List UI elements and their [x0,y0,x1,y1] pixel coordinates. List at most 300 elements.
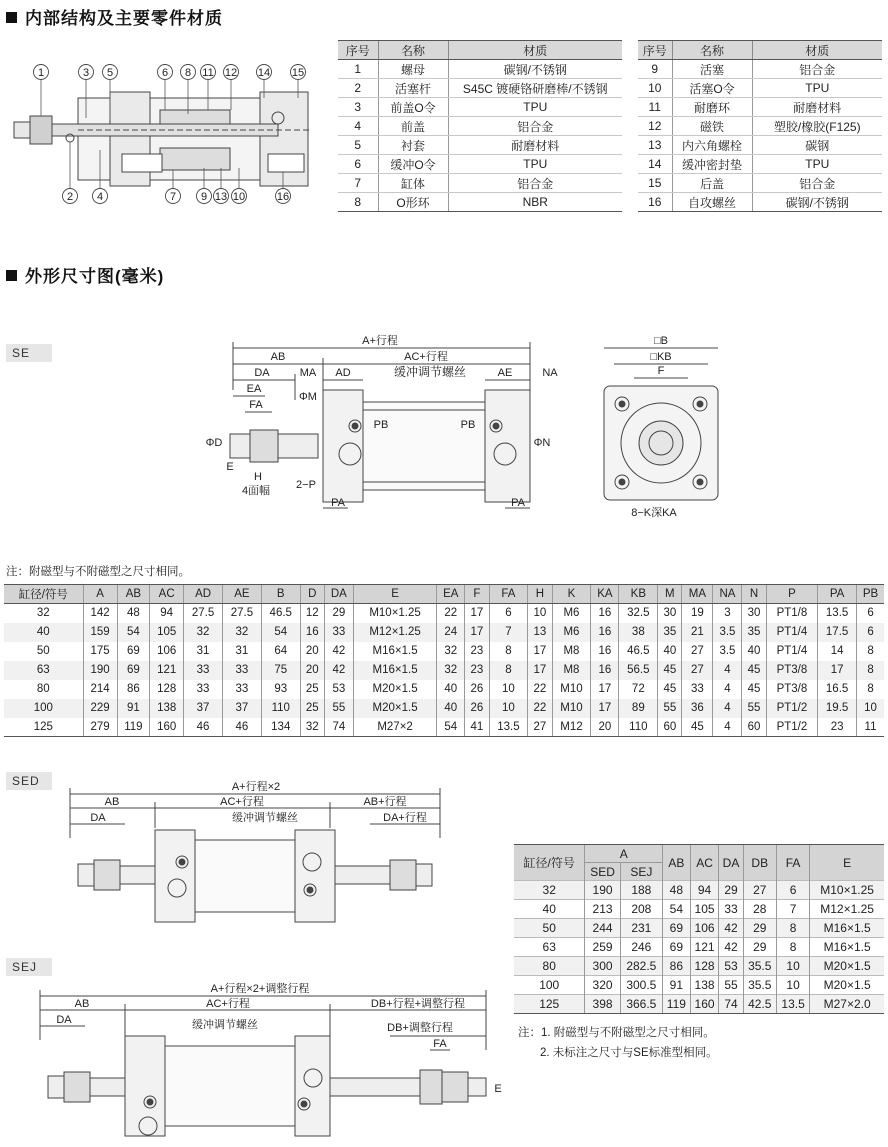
table-cell: 16 [638,193,672,212]
table-cell: 40 [437,680,465,699]
sej-dim-ab: AB [74,998,90,1010]
table-cell: M6 [552,623,591,642]
table-row [338,155,622,174]
table-cell: 33 [184,680,223,699]
table-cell: 46 [184,718,223,737]
column-header: N [742,585,766,604]
table-cell: 37 [222,699,261,718]
table-cell: 17 [465,623,489,642]
table-cell: 121 [690,938,719,957]
table-cell: 106 [690,919,719,938]
table-cell: 10 [489,699,528,718]
sed-cushion-label: 缓冲调节螺丝 [232,812,298,824]
table-cell: 32 [222,623,261,642]
table-cell: 26 [465,680,489,699]
table-cell: 缓冲O令 [378,155,448,174]
table-cell: 17.5 [818,623,857,642]
table-cell: TPU [448,98,622,117]
table-cell: M20×1.5 [810,976,884,995]
table-cell: 8 [857,661,884,680]
table-cell: 38 [619,623,658,642]
header-sej: SEJ [620,863,662,881]
table-cell: 48 [663,881,691,900]
table-cell: 21 [682,623,713,642]
table-cell: 前盖O令 [378,98,448,117]
column-header: M [658,585,682,604]
table-cell: PT3/8 [766,661,818,680]
se-side-view-drawing [200,330,570,520]
table-cell: 8 [857,680,884,699]
table-cell: M20×1.5 [810,957,884,976]
table-cell: 6 [338,155,378,174]
table-cell: 55 [742,699,766,718]
table-cell: 1 [338,60,378,79]
table-cell: 29 [743,938,776,957]
table-cell: M12×1.25 [353,623,436,642]
table-cell: M8 [552,661,591,680]
table-cell: 27 [682,661,713,680]
table-cell: 110 [261,699,300,718]
table-cell: 16 [591,642,619,661]
table-cell: 119 [663,995,691,1014]
table-row [4,680,884,699]
dim-pa-left: PA [331,497,345,509]
table-cell: 229 [83,699,117,718]
table-cell: 自攻螺丝 [672,193,752,212]
table-cell: 11 [638,98,672,117]
table-cell: 后盖 [672,174,752,193]
table-cell: 27.5 [184,604,223,623]
sej-dim-db-adj: DB+调整行程 [387,1022,453,1034]
table-cell: 29 [743,919,776,938]
dim-fa: FA [249,399,263,411]
table-row [4,718,884,737]
table-cell: 279 [83,718,117,737]
table-cell: 塑胶/橡胶(F125) [752,117,882,136]
note-magnet-same: 注：附磁型与不附磁型之尺寸相同。 [6,566,190,578]
table-row [338,98,622,117]
table-cell: 6 [857,604,884,623]
column-header: B [261,585,300,604]
table-cell: 磁铁 [672,117,752,136]
section-bullet [6,270,17,281]
table-row [4,699,884,718]
table-cell: 27.5 [222,604,261,623]
table-cell: 30 [658,604,682,623]
table-cell: 55 [658,699,682,718]
table-cell: 10 [528,604,552,623]
table-cell: 29 [719,881,743,900]
dim-pb-right: PB [460,419,476,431]
table-cell: 缸体 [378,174,448,193]
table-cell: 69 [663,938,691,957]
sed-dim-a: A+行程×2 [231,781,281,793]
table-cell: 64 [261,642,300,661]
table-cell: M20×1.5 [353,699,436,718]
column-header: EA [437,585,465,604]
sej-dim-da: DA [56,1014,72,1026]
callout-2: 2 [66,191,74,203]
table-cell: 69 [117,642,150,661]
table-cell: 40 [4,623,83,642]
callout-10: 10 [232,191,246,203]
header-no: 序号 [338,41,378,60]
table-cell: 8 [489,661,528,680]
header-a: A [585,845,663,863]
table-cell: 13.5 [818,604,857,623]
table-cell: 前盖 [378,117,448,136]
table-cell: 188 [620,881,662,900]
table-cell: S45C 镀硬铬研磨棒/不锈钢 [448,79,622,98]
table-cell: 398 [585,995,620,1014]
table-cell: 4 [713,680,742,699]
table-cell: 69 [117,661,150,680]
section-bullet [6,12,17,23]
table-cell: 27 [528,718,552,737]
table-cell: 31 [184,642,223,661]
sed-dim-da: DA [90,812,106,824]
table-cell: 4 [713,661,742,680]
sej-tag: SEJ [6,958,52,976]
table-cell: 54 [437,718,465,737]
table-cell: 铝合金 [752,174,882,193]
table-cell: 86 [117,680,150,699]
table-cell: 2 [338,79,378,98]
table-cell: 8 [776,938,809,957]
table-cell: 35.5 [743,976,776,995]
table-cell: 30 [742,604,766,623]
table-cell: 22 [528,699,552,718]
table-cell: 69 [663,919,691,938]
table-cell: 28 [743,900,776,919]
table-cell: 8 [489,642,528,661]
column-header: E [353,585,436,604]
table-cell: 10 [776,957,809,976]
table-cell: 23 [465,642,489,661]
table-cell: M10×1.25 [810,881,884,900]
table-cell: 33 [719,900,743,919]
table-cell: 50 [36,645,50,657]
table-cell: 7 [776,900,809,919]
table-cell: 螺母 [378,60,448,79]
table-cell: O形环 [378,193,448,212]
table-cell: 20 [300,661,324,680]
dim-ea: EA [246,383,262,395]
table-cell: 128 [690,957,719,976]
section-title-internal: 内部结构及主要零件材质 [6,4,223,29]
table-cell: TPU [752,79,882,98]
table-cell: 17 [465,604,489,623]
table-cell: 40 [658,642,682,661]
table-cell: 213 [585,900,620,919]
column-header: P [766,585,818,604]
dim-ac-stroke: AC+行程 [404,351,448,363]
table-cell: 8 [857,642,884,661]
dim-phi-d: ΦD [205,437,223,449]
column-header: A [83,585,117,604]
table-row [514,957,884,976]
table-cell: 91 [117,699,150,718]
table-row [638,155,882,174]
sed-dim-da-stroke: DA+行程 [383,812,427,824]
column-header: NA [713,585,742,604]
table-cell: M16×1.5 [353,642,436,661]
table-row [338,60,622,79]
table-cell: M10×1.25 [353,604,436,623]
table-cell: 86 [663,957,691,976]
table-cell: 94 [690,881,719,900]
table-cell: 17 [528,661,552,680]
table-cell: 29 [324,604,353,623]
table-cell: PT1/4 [766,642,818,661]
table-cell: 63 [514,938,585,957]
table-row [638,136,882,155]
table-cell: 300.5 [620,976,662,995]
column-header: H [528,585,552,604]
header-da: DA [719,845,743,881]
dim-phi-n: ΦN [533,437,551,449]
header-material: 材质 [448,41,622,60]
table-cell: 89 [619,699,658,718]
table-cell: 366.5 [620,995,662,1014]
table-cell: 128 [150,680,184,699]
table-cell: 42 [324,661,353,680]
table-cell: 14 [818,642,857,661]
dim-a-stroke: A+行程 [362,335,398,347]
dim-h: H [254,471,262,483]
table-cell: 25 [300,699,324,718]
table-cell: 40 [514,900,585,919]
table-cell: 31 [222,642,261,661]
table-cell: M8 [552,642,591,661]
callout-8: 8 [184,67,192,79]
table-cell: M12×1.25 [810,900,884,919]
table-cell: 33 [324,623,353,642]
table-cell: 125 [4,718,83,737]
header-e: E [810,845,884,881]
table-cell: 231 [620,919,662,938]
table-cell: 14 [638,155,672,174]
table-cell: 138 [150,699,184,718]
se-end-view-drawing [590,330,740,520]
callout-12: 12 [224,67,238,79]
table-cell: 19.5 [818,699,857,718]
table-cell: 33 [222,680,261,699]
table-row [514,900,884,919]
table-cell: 105 [690,900,719,919]
note-1: 注：1. 附磁型与不附磁型之尺寸相同。 [518,1027,715,1039]
table-cell: 23 [818,718,857,737]
sej-dim-db-total: DB+行程+调整行程 [370,998,466,1010]
table-cell: 6 [776,881,809,900]
table-cell: 碳钢/不锈钢 [448,60,622,79]
header-no: 序号 [638,41,672,60]
table-cell: 7 [338,174,378,193]
table-cell: 56.5 [619,661,658,680]
table-cell: 190 [585,881,620,900]
table-cell: 74 [324,718,353,737]
table-cell: 6 [489,604,528,623]
table-cell: 45 [682,718,713,737]
table-cell: 16 [591,623,619,642]
table-cell: 36 [682,699,713,718]
sej-dim-ac: AC+行程 [206,998,250,1010]
table-cell: 3 [338,98,378,117]
table-cell: 246 [620,938,662,957]
table-cell: 10 [776,976,809,995]
table-row [338,193,622,212]
callout-11: 11 [202,67,214,79]
table-cell: 74 [719,995,743,1014]
dim-sq-kb: □KB [650,351,672,363]
column-header: PB [857,585,884,604]
table-cell: 45 [742,661,766,680]
table-cell: 32 [300,718,324,737]
table-cell: 20 [591,718,619,737]
table-cell: 320 [585,976,620,995]
table-cell: 27 [743,881,776,900]
sed-dim-ab: AB [104,796,120,808]
column-header: K [552,585,591,604]
table-cell: 32 [514,881,585,900]
table-cell: 13.5 [489,718,528,737]
sej-cushion-label: 缓冲调节螺丝 [192,1019,258,1031]
dimension-table-sed-sej [514,844,884,1014]
table-cell: 22 [437,604,465,623]
table-row [514,919,884,938]
table-cell: 91 [663,976,691,995]
table-cell: 缓冲密封垫 [672,155,752,174]
column-header: KB [619,585,658,604]
table-cell: 32 [437,661,465,680]
table-cell: 142 [83,604,117,623]
callout-15: 15 [291,67,305,79]
table-cell: 10 [857,699,884,718]
table-cell: 45 [742,680,766,699]
header-fa: FA [776,845,809,881]
table-cell: 50 [514,919,585,938]
table-cell: 耐磨材料 [448,136,622,155]
table-row [514,976,884,995]
width-across-flats: 4面幅 [241,485,271,497]
table-cell: PT1/2 [766,718,818,737]
table-cell: TPU [752,155,882,174]
table-cell: M10 [552,680,591,699]
column-header: D [300,585,324,604]
table-cell: M27×2.0 [810,995,884,1014]
table-cell: 4 [713,718,742,737]
table-cell: 7 [489,623,528,642]
sed-dim-ac: AC+行程 [220,796,264,808]
table-row [338,174,622,193]
table-cell: 10 [638,79,672,98]
table-cell: 碳钢 [752,136,882,155]
table-row [4,604,884,623]
table-cell: 33 [222,661,261,680]
table-cell: 4 [713,699,742,718]
column-header: AE [222,585,261,604]
table-cell: PT1/4 [766,623,818,642]
table-cell: 17 [818,661,857,680]
table-cell: 54 [117,623,150,642]
table-cell: PT1/2 [766,699,818,718]
callout-6: 6 [161,67,169,79]
table-cell: 活塞杆 [378,79,448,98]
column-header: 缸径/符号 [4,585,83,604]
sej-dim-a: A+行程×2+调整行程 [210,983,310,995]
table-cell: M16×1.5 [353,661,436,680]
table-cell: 12 [300,604,324,623]
table-row [638,98,882,117]
table-cell: 214 [83,680,117,699]
table-row [4,623,884,642]
table-cell: 175 [83,642,117,661]
dim-da: DA [254,367,270,379]
table-row [4,642,884,661]
callout-5: 5 [106,67,114,79]
table-cell: M27×2 [353,718,436,737]
cushion-screw-label: 缓冲调节螺丝 [393,365,467,379]
header-material: 材质 [752,41,882,60]
port-2p: 2−P [296,479,316,491]
table-cell: M6 [552,604,591,623]
table-cell: 9 [638,60,672,79]
table-cell: 16 [300,623,324,642]
table-cell: 55 [719,976,743,995]
table-cell: 100 [514,976,585,995]
table-cell: 5 [338,136,378,155]
table-cell: 190 [83,661,117,680]
table-cell: 42 [719,919,743,938]
column-header: F [465,585,489,604]
sej-dim-e: E [494,1083,502,1095]
table-cell: 16 [591,661,619,680]
table-cell: 铝合金 [752,60,882,79]
table-row [514,881,884,900]
section-title-dimensions: 外形尺寸图(毫米) [6,262,164,287]
column-header: FA [489,585,528,604]
note-2: 2. 未标注之尺寸与SE标准型相同。 [540,1047,718,1059]
sed-tag: SED [6,772,52,790]
table-cell: 208 [620,900,662,919]
table-row [338,117,622,136]
table-cell: 75 [261,661,300,680]
column-header: AD [184,585,223,604]
table-cell: 4 [338,117,378,136]
table-row [338,79,622,98]
table-row [638,117,882,136]
table-cell: 27 [682,642,713,661]
table-row [514,995,884,1014]
dim-sq-b: □B [654,335,668,347]
header-db: DB [743,845,776,881]
table-row [338,136,622,155]
sed-dim-ab-stroke: AB+行程 [363,796,407,808]
table-cell: 碳钢/不锈钢 [752,193,882,212]
table-cell: 32 [184,623,223,642]
callout-9: 9 [200,191,208,203]
table-row [638,60,882,79]
table-cell: 16 [591,604,619,623]
table-cell: M10 [552,699,591,718]
table-cell: 3.5 [713,642,742,661]
table-cell: PT1/8 [766,604,818,623]
table-cell: 23 [465,661,489,680]
table-cell: 17 [528,642,552,661]
table-cell: M16×1.5 [810,938,884,957]
table-cell: TPU [448,155,622,174]
column-header: AB [117,585,150,604]
